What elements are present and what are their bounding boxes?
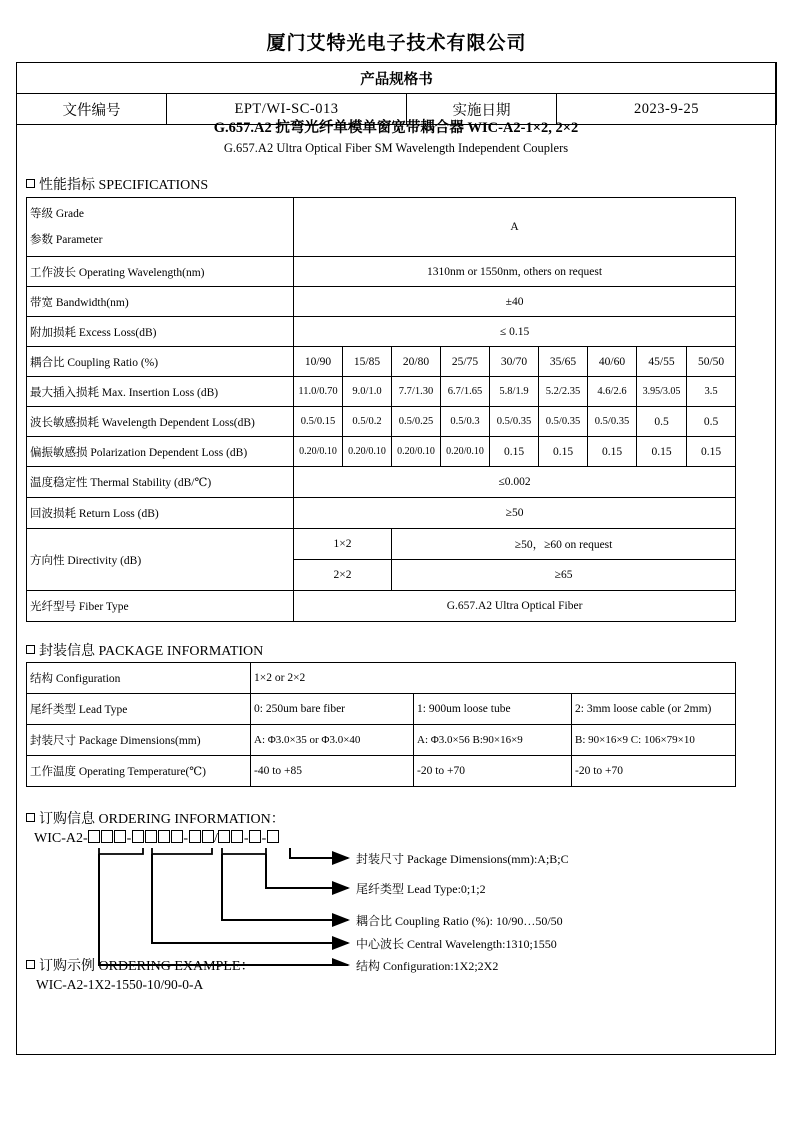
polarization-dependent-loss-4: 0.15 [490, 437, 539, 467]
polarization-dependent-loss-5: 0.15 [539, 437, 588, 467]
product-title-cn: G.657.A2 抗弯光纤单模单窗宽带耦合器 WIC-A2-1×2, 2×2 [213, 120, 579, 136]
table-row [27, 257, 736, 287]
grade-parameter-label [27, 198, 294, 257]
bandwidth-value: ±40 [294, 287, 736, 317]
part-number-separator: - [261, 831, 267, 846]
part-number-separator: - [183, 831, 188, 846]
max-insertion-loss-5: 5.2/2.35 [539, 377, 588, 407]
ratio-col-2: 20/80 [392, 347, 441, 377]
lead-type-value-0: 0: 250um bare fiber [251, 694, 414, 725]
package-dimensions-value-0: A: Φ3.0×35 or Φ3.0×40 [251, 725, 414, 756]
table-row [27, 694, 736, 725]
ratio-col-8: 50/50 [687, 347, 736, 377]
wavelength-dependent-loss-7: 0.5 [637, 407, 687, 437]
grade-value: A [294, 198, 736, 257]
table-row [27, 498, 736, 529]
operating-wavelength-value: 1310nm or 1550nm, others on request [294, 257, 736, 287]
wavelength-dependent-loss-5: 0.5/0.35 [539, 407, 588, 437]
date-label: 实施日期 [407, 94, 557, 125]
table-row [27, 725, 736, 756]
table-row [27, 591, 736, 622]
wavelength-dependent-loss-4: 0.5/0.35 [490, 407, 539, 437]
directivity-config-1x2: 1×2 [294, 529, 392, 560]
table-row [27, 198, 736, 257]
product-title-en: G.657.A2 Ultra Optical Fiber SM Wavelength Independent Couplers [223, 141, 569, 155]
company-title: 厦门艾特光电子技术有限公司 [266, 33, 527, 54]
wavelength-dependent-loss-1: 0.5/0.2 [343, 407, 392, 437]
directivity-label: 方向性 Directivity (dB) [27, 529, 294, 591]
coupling-ratio-label: 耦合比 Coupling Ratio (%) [27, 347, 294, 377]
date-value: 2023-9-25 [557, 94, 777, 125]
max-insertion-loss-1: 9.0/1.0 [343, 377, 392, 407]
max-insertion-loss-2: 7.7/1.30 [392, 377, 441, 407]
lead-type-value-2: 2: 3mm loose cable (or 2mm) [572, 694, 736, 725]
return-loss-value: ≥50 [294, 498, 736, 529]
polarization-dependent-loss-3: 0.20/0.10 [441, 437, 490, 467]
operating-temperature-value-1: -20 to +70 [414, 756, 572, 787]
callout-lead-type: 尾纤类型 Lead Type:0;1;2 [356, 882, 486, 896]
max-insertion-loss-4: 5.8/1.9 [490, 377, 539, 407]
callout-central-wavelength: 中心波长 Central Wavelength:1310;1550 [356, 937, 557, 951]
operating-temperature-value-0: -40 to +85 [251, 756, 414, 787]
ratio-col-1: 15/85 [343, 347, 392, 377]
grade-label: 等级 Grade [30, 208, 84, 220]
specifications-section-heading [26, 174, 208, 194]
ordering-example-heading [26, 955, 254, 975]
callout-coupling-ratio: 耦合比 Coupling Ratio (%): 10/90…50/50 [356, 914, 563, 928]
ratio-col-3: 25/75 [441, 347, 490, 377]
directivity-value-1x2: ≥50，≥60 on request [392, 529, 736, 560]
checkbox-icon [26, 813, 35, 822]
operating-temperature-value-2: -20 to +70 [572, 756, 736, 787]
thermal-stability-value: ≤0.002 [294, 467, 736, 498]
table-row [27, 663, 736, 694]
ratio-col-6: 40/60 [588, 347, 637, 377]
wavelength-dependent-loss-label: 波长敏感损耗 Wavelength Dependent Loss(dB) [27, 407, 294, 437]
callout-configuration: 结构 Configuration:1X2;2X2 [356, 959, 499, 973]
operating-wavelength-label: 工作波长 Operating Wavelength(nm) [27, 257, 294, 287]
package-dimensions-value-1: A: Φ3.0×56 B:90×16×9 [414, 725, 572, 756]
max-insertion-loss-6: 4.6/2.6 [588, 377, 637, 407]
table-row [17, 63, 777, 94]
bandwidth-label: 带宽 Bandwidth(nm) [27, 287, 294, 317]
thermal-stability-label: 温度稳定性 Thermal Stability (dB/℃) [27, 467, 294, 498]
specifications-section-label: 性能指标 SPECIFICATIONS [39, 178, 209, 193]
fiber-type-value: G.657.A2 Ultra Optical Fiber [294, 591, 736, 622]
package-section-label: 封装信息 PACKAGE INFORMATION [39, 644, 264, 659]
ordering-example-value: WIC-A2-1X2-1550-10/90-0-A [36, 977, 204, 992]
checkbox-icon [26, 960, 35, 969]
part-number-prefix: WIC-A2- [34, 831, 88, 846]
package-dimensions-value-2: B: 90×16×9 C: 106×79×10 [572, 725, 736, 756]
checkbox-icon [26, 645, 35, 654]
polarization-dependent-loss-6: 0.15 [588, 437, 637, 467]
excess-loss-value: ≤ 0.15 [294, 317, 736, 347]
max-insertion-loss-0: 11.0/0.70 [294, 377, 343, 407]
ratio-col-0: 10/90 [294, 347, 343, 377]
max-insertion-loss-3: 6.7/1.65 [441, 377, 490, 407]
directivity-value-2x2: ≥65 [392, 560, 736, 591]
table-row [27, 347, 736, 377]
ordering-section-label: 订购信息 ORDERING INFORMATION： [39, 812, 285, 827]
ratio-col-4: 30/70 [490, 347, 539, 377]
package-section-heading [26, 640, 263, 660]
table-row [27, 467, 736, 498]
specifications-table [26, 197, 736, 622]
configuration-value: 1×2 or 2×2 [251, 663, 736, 694]
polarization-dependent-loss-label: 偏振敏感损 Polarization Dependent Loss (dB) [27, 437, 294, 467]
doc-no-label: 文件编号 [17, 94, 167, 125]
part-number-separator: - [243, 831, 249, 846]
directivity-config-2x2: 2×2 [294, 560, 392, 591]
checkbox-icon [26, 179, 35, 188]
wavelength-dependent-loss-8: 0.5 [687, 407, 736, 437]
table-row [27, 756, 736, 787]
fiber-type-label: 光纤型号 Fiber Type [27, 591, 294, 622]
operating-temperature-label: 工作温度 Operating Temperature(℃) [27, 756, 251, 787]
doc-no-value: EPT/WI-SC-013 [167, 94, 407, 125]
max-insertion-loss-7: 3.95/3.05 [637, 377, 687, 407]
callout-package-dimensions: 封装尺寸 Package Dimensions(mm):A;B;C [356, 852, 569, 866]
lead-type-label: 尾纤类型 Lead Type [27, 694, 251, 725]
lead-type-value-1: 1: 900um loose tube [414, 694, 572, 725]
ratio-col-5: 35/65 [539, 347, 588, 377]
part-number-separator: / [214, 831, 218, 846]
max-insertion-loss-label: 最大插入损耗 Max. Insertion Loss (dB) [27, 377, 294, 407]
table-row [27, 529, 736, 560]
excess-loss-label: 附加损耗 Excess Loss(dB) [27, 317, 294, 347]
table-row [27, 287, 736, 317]
max-insertion-loss-8: 3.5 [687, 377, 736, 407]
wavelength-dependent-loss-3: 0.5/0.3 [441, 407, 490, 437]
table-row [27, 377, 736, 407]
ordering-example-label: 订购示例 ORDERING EXAMPLE： [39, 959, 255, 974]
package-information-table [26, 662, 736, 787]
polarization-dependent-loss-1: 0.20/0.10 [343, 437, 392, 467]
polarization-dependent-loss-2: 0.20/0.10 [392, 437, 441, 467]
polarization-dependent-loss-0: 0.20/0.10 [294, 437, 343, 467]
document-title-cell: 产品规格书 [17, 63, 777, 94]
configuration-label: 结构 Configuration [27, 663, 251, 694]
parameter-label: 参数 Parameter [30, 234, 103, 246]
return-loss-label: 回波损耗 Return Loss (dB) [27, 498, 294, 529]
table-row [27, 317, 736, 347]
wavelength-dependent-loss-2: 0.5/0.25 [392, 407, 441, 437]
ordering-section-heading [26, 808, 285, 828]
table-row [27, 407, 736, 437]
ratio-col-7: 45/55 [637, 347, 687, 377]
table-row [27, 437, 736, 467]
package-dimensions-label: 封装尺寸 Package Dimensions(mm) [27, 725, 251, 756]
polarization-dependent-loss-7: 0.15 [637, 437, 687, 467]
wavelength-dependent-loss-0: 0.5/0.15 [294, 407, 343, 437]
part-number-separator: - [126, 831, 132, 846]
wavelength-dependent-loss-6: 0.5/0.35 [588, 407, 637, 437]
polarization-dependent-loss-8: 0.15 [687, 437, 736, 467]
